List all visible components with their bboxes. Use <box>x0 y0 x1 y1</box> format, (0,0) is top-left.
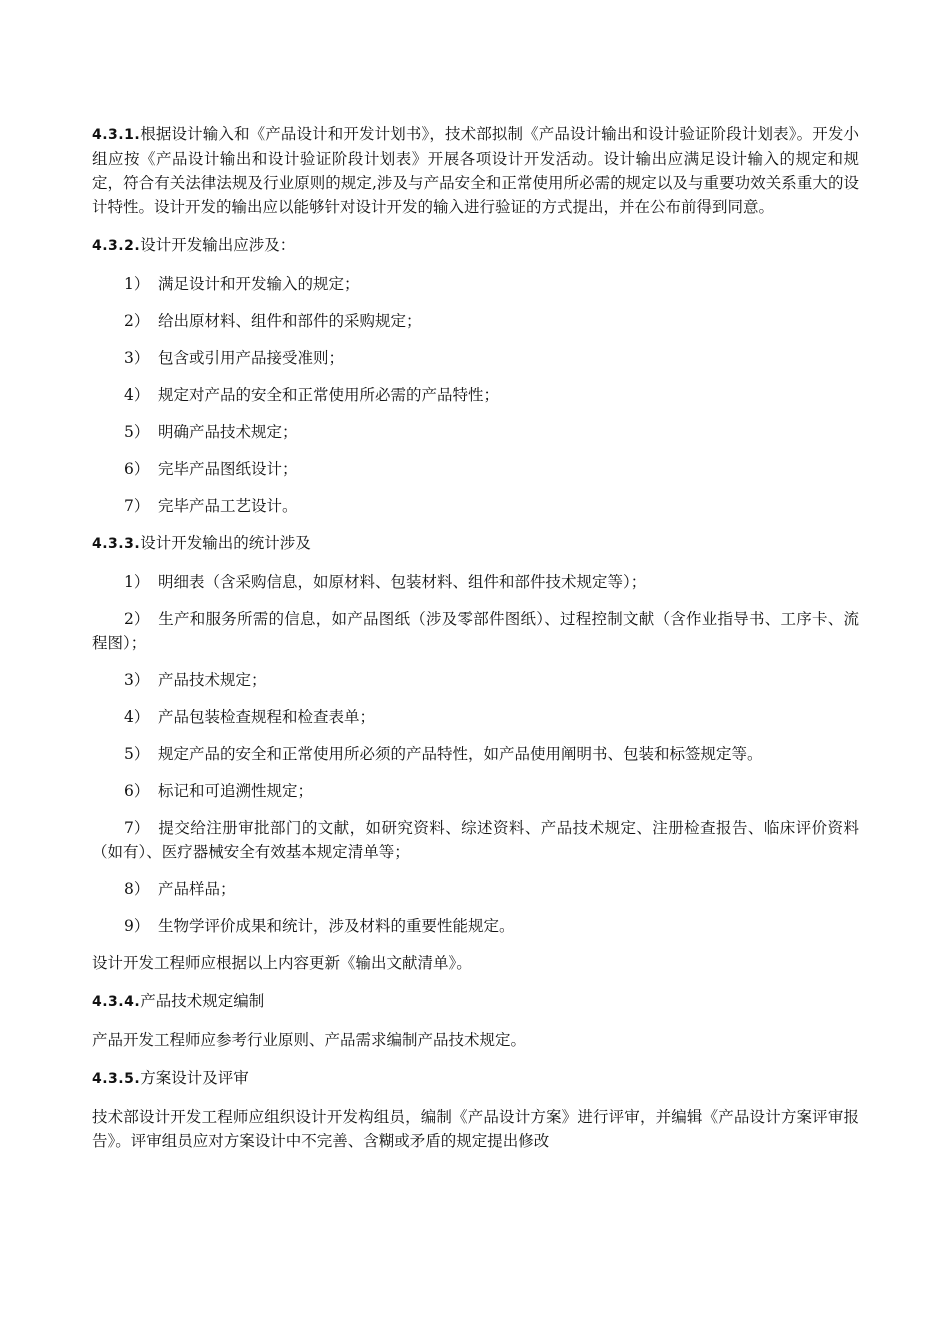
section-number: 4.3.4. <box>92 994 141 1010</box>
section-4-3-4-body: 产品开发工程师应参考行业原则、产品需求编制产品技术规定。 <box>92 1031 527 1049</box>
list-item-index: 8） <box>124 880 150 898</box>
list-item <box>92 272 859 296</box>
list-item-text: 完毕产品工艺设计。 <box>158 497 298 515</box>
list-item-text: 生产和服务所需的信息，如产品图纸（涉及零部件图纸）、过程控制文献（含作业指导书、工序卡、流程图）； <box>92 610 859 652</box>
list-item-index: 2） <box>124 610 150 628</box>
list-item-text: 满足设计和开发输入的规定； <box>158 275 360 293</box>
list-item-index: 5） <box>124 423 150 441</box>
section-title: 方案设计及评审 <box>140 1069 249 1087</box>
list-item <box>92 779 859 803</box>
section-number: 4.3.5. <box>92 1071 141 1087</box>
list-item <box>92 705 859 729</box>
section-4-3-5-heading <box>92 1066 859 1091</box>
list-item-text: 产品样品； <box>158 880 236 898</box>
list-item <box>92 346 859 370</box>
section-number: 4.3.1. <box>92 127 141 143</box>
list-item-index: 2） <box>124 312 150 330</box>
section-number: 4.3.2. <box>92 238 141 254</box>
list-item-index: 9） <box>124 917 150 935</box>
list-item <box>92 877 859 901</box>
section-number: 4.3.3. <box>92 536 141 552</box>
list-item-index: 4） <box>124 386 150 404</box>
list-item-index: 1） <box>124 275 150 293</box>
list-item <box>92 457 859 481</box>
list-item-text: 完毕产品图纸设计； <box>158 460 298 478</box>
list-item-text: 生物学评价成果和统计，涉及材料的重要性能规定。 <box>158 917 515 935</box>
list-item-index: 7） <box>124 497 150 515</box>
list-item-text: 包含或引用产品接受准则； <box>158 349 345 367</box>
section-4-3-1 <box>92 122 859 219</box>
list-item-index: 5） <box>124 745 150 763</box>
list-item-index: 7） <box>124 819 150 837</box>
list-item <box>92 420 859 444</box>
list-item <box>92 668 859 692</box>
list-item <box>92 383 859 407</box>
list-item <box>92 816 859 864</box>
list-item <box>92 494 859 518</box>
list-item <box>92 914 859 938</box>
list-item-index: 1） <box>124 573 150 591</box>
list-item <box>92 570 859 594</box>
section-4-3-2-list <box>92 272 859 518</box>
document-page <box>92 122 859 1153</box>
list-item-index: 6） <box>124 460 150 478</box>
list-item-text: 提交给注册审批部门的文献，如研究资料、综述资料、产品技术规定、注册检查报告、临床评价资料（如有）、医疗器械安全有效基本规定清单等； <box>92 819 859 861</box>
section-4-3-2-heading <box>92 233 859 258</box>
list-item-index: 6） <box>124 782 150 800</box>
list-item-text: 规定对产品的安全和正常使用所必需的产品特性； <box>158 386 500 404</box>
list-item-text: 标记和可追溯性规定； <box>158 782 314 800</box>
list-item-text: 产品技术规定； <box>158 671 267 689</box>
section-4-3-3-heading <box>92 531 859 556</box>
list-item-index: 3） <box>124 349 150 367</box>
section-title: 设计开发输出应涉及： <box>140 236 296 254</box>
section-body: 根据设计输入和《产品设计和开发计划书》，技术部拟制《产品设计输出和设计验证阶段计划表》。开发小组应按《产品设计输出和设计验证阶段计划表》开展各项设计开发活动。设计输出应满足设计输入的规定和规定，符合有关法律法规及行业原则的规定,涉及与产品安全和正常使用所必需的规定以及与重要功效关系重大的设计特性。设计开发的输出应以能够针对设计开发的输入进行验证的方式提出，并在公布前得到同意。 <box>92 125 859 216</box>
list-item-text: 规定产品的安全和正常使用所必须的产品特性，如产品使用阐明书、包装和标签规定等。 <box>158 745 763 763</box>
list-item <box>92 309 859 333</box>
section-4-3-3-footer: 设计开发工程师应根据以上内容更新《输出文献清单》。 <box>92 954 472 972</box>
list-item-text: 产品包装检查规程和检查表单； <box>158 708 376 726</box>
section-title: 设计开发输出的统计涉及 <box>140 534 311 552</box>
list-item <box>92 742 859 766</box>
list-item <box>92 607 859 655</box>
section-title: 产品技术规定编制 <box>140 992 265 1010</box>
list-item-text: 明细表（含采购信息，如原材料、包装材料、组件和部件技术规定等）； <box>158 573 647 591</box>
list-item-index: 4） <box>124 708 150 726</box>
section-4-3-3-list <box>92 570 859 938</box>
list-item-text: 明确产品技术规定； <box>158 423 298 441</box>
list-item-index: 3） <box>124 671 150 689</box>
section-4-3-5-body: 技术部设计开发工程师应组织设计开发构组员，编制《产品设计方案》进行评审，并编辑《产品设计方案评审报告》。评审组员应对方案设计中不完善、含糊或矛盾的规定提出修改 <box>92 1108 859 1150</box>
list-item-text: 给出原材料、组件和部件的采购规定； <box>158 312 422 330</box>
section-4-3-4-heading <box>92 989 859 1014</box>
